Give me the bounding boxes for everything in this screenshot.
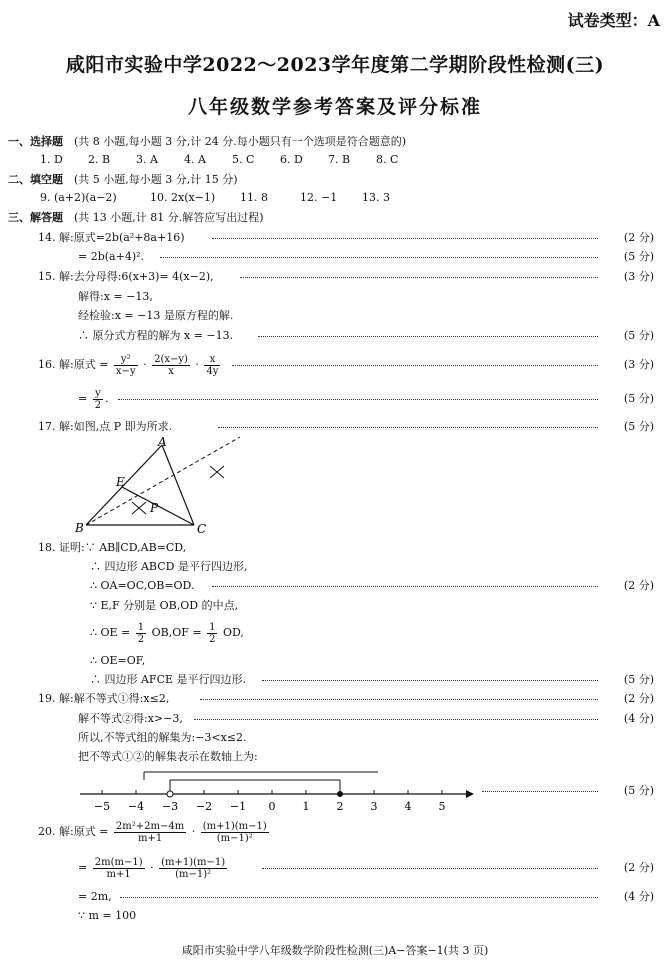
number-line-tick-label: 4 (404, 800, 412, 813)
answer-item: 10. 2x(x−1) (150, 191, 216, 204)
number-line-tick-label: 1 (302, 800, 310, 813)
number-line-tick-label: −2 (195, 800, 213, 813)
number-line-tick-label: −4 (127, 800, 145, 813)
score: (4 分) (623, 712, 654, 725)
score: (3 分) (623, 358, 654, 371)
q14-line2: = 2b(a+4)². (5 分) (0, 248, 670, 266)
q19-line5 (0, 782, 670, 800)
score: (2 分) (623, 579, 654, 592)
section-solve-header (0, 209, 670, 227)
q15-line3: 经检验:x = −13 是原方程的解. (78, 309, 234, 322)
score: (5 分) (623, 250, 654, 263)
fraction: $\frac{2m(m-1)}{m+1}$ (94, 856, 143, 880)
paper-type-label: 试卷类型：A (567, 11, 660, 30)
fraction: $\frac{1}{2}$ (209, 621, 216, 645)
q19-line2: 解不等式②得:x>−3, (4 分) (0, 710, 670, 728)
fraction: $\frac{2(x-y)}{x}$ (154, 353, 188, 377)
score: (2 分) (623, 861, 654, 874)
q16-line1: 16. 解:原式 = $\frac{\text{y²}}{x-y}$ · $\frac{2(x-y)}{x}$ · $\frac{x}{4y}$ (3 分) (38, 353, 654, 377)
q19-line1: 19. 解:解不等式①得:x≤2, (2 分) (0, 690, 670, 708)
fraction: $\frac{y}{2}$ (94, 387, 102, 411)
answer-item: 11. 8 (240, 191, 268, 204)
number-line-tick-label: 5 (438, 800, 446, 813)
q20-line1: 20. 解:原式 = $\frac{\text{2m²+2m−4m}}{m+1}$ · $\frac{(m+1)(m-1)}{\text{(m−1)²}}$ (38, 820, 267, 844)
fraction: $\frac{x}{4y}$ (206, 353, 219, 377)
q15-line1: 15. 解:去分母得:6(x+3)= 4(x−2), (3 分) (0, 268, 670, 286)
fill-answers (0, 189, 670, 207)
point-label-e: E (116, 475, 125, 489)
score: (2 分) (623, 231, 654, 244)
q17-line1: 17. 解:如图,点 P 即为所求. (5 分) (0, 418, 670, 436)
page-title: 咸阳市实验中学2022～2023学年度第二学期阶段性检测(三) (65, 54, 605, 76)
score: (5 分) (623, 392, 654, 405)
answer-item: 7. B (328, 153, 351, 166)
q20-line2: = $\frac{2m(m-1)}{m+1}$ · $\frac{(m+1)(m-1)}{\text{(m−1)²}}$ (2 分) (0, 854, 670, 882)
vertex-label-c: C (197, 522, 207, 536)
section-desc: (共 5 小题,每小题 3 分,计 15 分) (74, 173, 238, 186)
q20-line3: = 2m, (4 分) (0, 888, 670, 906)
vertex-label-a: A (158, 436, 167, 449)
number-line-tick-label: −3 (161, 800, 179, 813)
page-subtitle: 八年级数学参考答案及评分标准 (187, 96, 482, 118)
section-desc: (共 13 小题,计 81 分.解答应写出过程) (74, 211, 264, 224)
score: (2 分) (623, 692, 654, 705)
score: (5 分) (623, 784, 654, 797)
answer-item: 6. D (280, 153, 303, 166)
score: (4 分) (623, 890, 654, 903)
q18-line7: ∴ 四边形 AFCE 是平行四边形. (5 分) (0, 671, 670, 689)
q18-line3: ∴ OA=OC,OB=OD. (2 分) (0, 577, 670, 595)
q19-line4: 把不等式①②的解集表示在数轴上为: (78, 750, 258, 763)
q15-line2: 解得:x = −13, (78, 290, 153, 303)
section-choice-header (0, 133, 670, 151)
triangle-construction-figure (70, 436, 260, 538)
answer-item: 3. A (136, 153, 158, 166)
number-line-tick-label: −5 (93, 800, 111, 813)
section-heading: 三、解答题 (8, 211, 63, 224)
score: (5 分) (623, 329, 654, 342)
choice-answers (0, 151, 670, 169)
number-line-tick-label: 0 (268, 800, 276, 813)
number-line-tick-label: 2 (336, 800, 344, 813)
answer-item: 12. −1 (300, 191, 338, 204)
q18-line5: ∴ OE = $\frac{1}{2}$ OB,OF = $\frac{1}{2}$ OD, (90, 621, 244, 645)
number-line-tick-label: 3 (370, 800, 378, 813)
point-label-p: P (150, 501, 159, 515)
q18-line1: 18. 证明:∵ AB∥CD,AB=CD, (38, 541, 187, 554)
fraction: $\frac{\text{y²}}{x-y}$ (115, 353, 136, 377)
q20-line4: ∵ m = 100 (78, 909, 137, 922)
q18-line6: ∴ OE=OF, (90, 654, 146, 667)
answer-item: 4. A (184, 153, 206, 166)
q15-line4: ∴ 原分式方程的解为 x = −13. (5 分) (0, 327, 670, 345)
fraction: $\frac{(m+1)(m-1)}{\text{(m−1)²}}$ (202, 820, 267, 844)
q14-line1: 14. 解:原式=2b(a²+8a+16) (2 分) (0, 229, 670, 247)
fraction: $\frac{1}{2}$ (137, 621, 145, 645)
page-footer: 咸阳市实验中学八年级数学阶段性检测(三)A−答案−1(共 3 页) (181, 944, 489, 957)
q19-line3: 所以,不等式组的解集为:−3<x≤2. (78, 731, 247, 744)
q18-line4: ∵ E,F 分别是 OB,OD 的中点, (90, 599, 239, 612)
answer-item: 1. D (40, 153, 63, 166)
fraction: $\frac{(m+1)(m-1)}{\text{(m−1)²}}$ (161, 856, 226, 880)
q16-line2: = $\frac{y}{2}$ . (5 分) (78, 387, 654, 411)
answer-item: 2. B (88, 153, 111, 166)
answer-item: 8. C (376, 153, 399, 166)
answer-item: 13. 3 (362, 191, 390, 204)
section-desc: (共 8 小题,每小题 3 分,计 24 分.每小题只有一个选项是符合题意的) (74, 135, 407, 148)
score: (5 分) (623, 420, 654, 433)
q18-line2: ∴ 四边形 ABCD 是平行四边形, (90, 560, 248, 573)
answer-item: 9. (a+2)(a−2) (40, 191, 117, 204)
vertex-label-b: B (75, 521, 84, 535)
section-heading: 二、填空题 (8, 173, 63, 186)
score: (3 分) (623, 270, 654, 283)
section-heading: 一、选择题 (8, 135, 63, 148)
number-line-tick-label: −1 (229, 800, 247, 813)
answer-item: 5. C (232, 153, 255, 166)
score: (5 分) (623, 673, 654, 686)
section-fill-header (0, 171, 670, 189)
fraction: $\frac{\text{2m²+2m−4m}}{m+1}$ (115, 820, 185, 844)
